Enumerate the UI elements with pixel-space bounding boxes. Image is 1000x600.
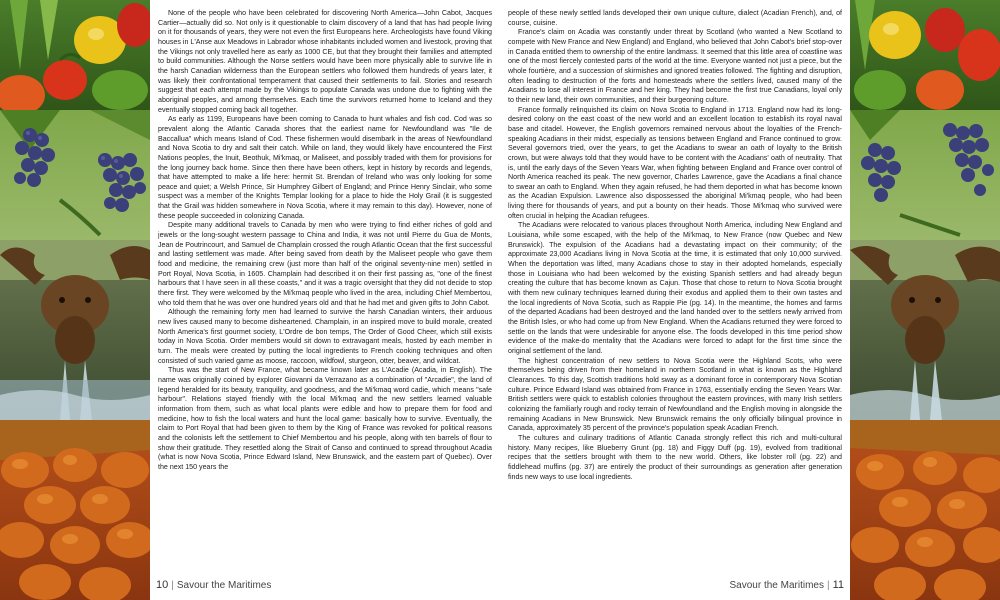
running-title: Savour the Maritimes <box>729 580 824 591</box>
paragraph: Thus was the start of New France, what became known later as L'Acadie (Acadia, in English). The name was originally coined by explorer Giovanni da Verrazano as a combination of "Arcadie", the land of legend heralded for its beauty, tranquility, and goodness, and the Mi'kmaq word cadie, which means "safe harbour". Relations stayed friendly with the local Mi'kmaq and the new settlers learned valuable information from them, such as what local plants were edible and how to prepare them for food and medicine, how to fish the local waters and hunt the local game: basically how to survive. Eventually, the claim to Port Royal that had been given to them by the King of France was revoked for political reasons and the colonists left the settlement to Chief Membertou and his people, along with ten barrels of flour to show their gratitude. They resettled along the Strait of Canso and continued to spread throughout Acadia (what is now Nova Scotia, Prince Edward Island, New Brunswick, and the eastern part of Quebec). Over the next 150 years the <box>158 366 492 471</box>
left-page-text <box>158 9 492 473</box>
paragraph: The Acadians were relocated to various places throughout North America, including New England and Louisiana, while some escaped, with the help of the Mi'kmaq, to New France (now Quebec and New Brunswick). The expulsion of the Acadians had a devastating impact on their community; of the approximate 23,000 Acadians living in Nova Scotia at the time, it is estimated that only 10,000 survived. When the deportation was lifted, many Acadians chose to stay in their adopted homelands, especially those in Louisiana who had been welcomed by the existing Spanish settlers and had already begun creating the culture that has become known as Cajun. Those that chose to return to Nova Scotia brought with them new culinary techniques learned during their exodus and applied them to their own tastes and the local ingredients of Nova Scotia, such as Rappie Pie (pg. 14). In the meantime, the homes and farms of the departed Acadians had been destroyed and the land handed over to the settlers newly arrived from the British Isles, or who had come up from New England. When the Acadians returned they were forced to settle on the lands that were undesirable for anyone else. The foods developed in this time period show evidence of the make-do mentality that the Acadians were forced to adapt for the first time since the original settlement of the land. <box>508 221 842 355</box>
vegetables-photo <box>0 0 150 115</box>
page-number: 11 <box>832 579 844 591</box>
paragraph: None of the people who have been celebrated for discovering North America—John Cabot, Jacques Cartier—actually did so. Not only is it questionable to claim discovery of a land that has had people living on it for thousands of years, they were not even the first Europeans here. Archeologists have found Viking houses in L'Anse aux Meadows in Labrador whose inhabitants included women and livestock, proving that the Vikings not only travelled here as early as 1000 CE, but that they brought their families and attempted to build communities. Although the Norse settlers would have been more physically able to survive life in the harsh Canadian wilderness than the European settlers who followed them hundreds of years later, it was likely their confrontational temperament that caused their settlements to fail. Stories and research suggest that each attempt made by the Vikings to populate Canada was undone due to fighting with the aboriginal peoples, and among themselves. Each time the survivors returned home to Iceland and they eventually stopped coming back all together. <box>158 9 492 114</box>
right-page-text <box>508 9 842 482</box>
continued-paragraph: people of these newly settled lands developed their own unique culture, dialect (Acadian French), and, of course, cuisine. <box>508 9 842 27</box>
paragraph: France formally relinquished its claim on Nova Scotia to England in 1713. England now had its long-desired colony on the east coast of the new world and an excellent location to establish its royal naval base and citadel. However, the English governors remained nervous about the loyalties of the French-speaking Acadians in their midst, especially as tensions between England and France continued to grow. Several governors tried, over the years, to get the Acadians to swear an oath of loyalty to the British crown, but were always told that they would have to be content with the Acadians' oath of neutrality. That is, until the early days of the Seven Years War, when fighting between England and France over control of North America reached its peak. The new governor, Charles Lawrence, gave the Acadians a final chance to swear an oath to England. When they again refused, he had them deported in what has become known as the Acadian Expulsion. Lawrence also dispossessed the aboriginal Mi'kmaq people, who had been living there for thousands of years, and put a bounty on their heads. Those Mi'kmaq who survived were often crucial in helping the Acadian refugees. <box>508 105 842 220</box>
paragraph: France's claim on Acadia was constantly under threat by Scotland (who wanted a New Scotland to compete with New France and New England) and England, who believed that John Cabot's brief stop-over in Canada entitled them to ownership of the entire landmass. It seemed that this little area of coastline was one of the most fiercely contested parts of the world at the time. Everyone wanted not just a piece, but the whole fourtière, and a succession of skirmishes and ignored treaties followed. The fighting and disruption, often leading to destruction of the forts and homesteads where the settlers lived, caused many of the Acadians to lose all interest in France and her king. They had become the first true Canadians, loyal only to their new land, their own communities, and their burgeoning culture. <box>508 28 842 104</box>
paragraph: The highest concentration of new settlers to Nova Scotia were the Highland Scots, who were themselves being driven from their homeland in northern Scotland in what is known as the Highland Clearances. To this day, Scottish traditions hold sway as a dominant force in contemporary Nova Scotian culture. Prince Edward Island was obtained from France in 1763, essentially ending the Seven Years War. British settlers were quick to establish colonies throughout the eastern provinces, with many Irish settlers colonizing the familiarly rough and rocky terrain of Newfoundland and the English moving in alongside the remaining Acadians in New Brunswick. New Brunswick remains the only officially bilingual province in Canada, approximately 35 percent of the province's population speak Acadian French. <box>508 356 842 433</box>
left-photo-collage <box>0 0 150 600</box>
grapes-photo <box>850 110 1000 240</box>
paragraph: The cultures and culinary traditions of Atlantic Canada strongly reflect this rich and multi-cultural history. Many recipes, like Blueberry Grunt (pg. 18) and Figgy Duff (pg. 19), evolved from traditional recipes that the settlers brought with them to the new world. Others, like lobster roll (pg. 22) and fiddlehead muffins (pg. 37) are entirely the product of their surroundings as generation after generation finds new ways to use local ingredients. <box>508 433 842 481</box>
running-title: Savour the Maritimes <box>176 580 272 591</box>
pumpkins-photo <box>850 420 1000 600</box>
page-number: 10 <box>156 579 169 591</box>
left-folio: 10 | Savour the Maritimes <box>156 579 272 591</box>
right-photo-collage <box>850 0 1000 600</box>
right-photo-strip <box>850 0 1000 600</box>
right-page <box>500 0 850 600</box>
grapes-photo <box>0 110 150 240</box>
pumpkins-photo <box>0 420 150 600</box>
paragraph: Despite many additional travels to Canada by men who were trying to find either riches of gold and jewels or the long-sought western passage to China and India, it was not until Pierre du Gua de Monts, Jean de Poutrincourt, and Samuel de Champlain crossed the rough Atlantic Ocean that the first successful and lasting settlement was made. After being saved from death by the Maliseet people who gave them food and medicine, the remaining crew (just more than half of the original seventy-nine men) settled in Port Royal, Nova Scotia, in 1605. Champlain had described it on their first passing as, "one of the finest harbours that I have seen in all these coasts," and it was a tragic oversight that they did not decide to stop there first. They were welcomed by the Mi'kmaq people who lived in the area, including Chief Membertou, who told them that he was over one hundred years old and that he had met and given gifts to John Cabot. <box>158 221 492 307</box>
right-folio: Savour the Maritimes | 11 <box>729 579 844 591</box>
left-page <box>150 0 501 600</box>
vegetables-photo <box>850 0 1000 110</box>
moose-fountain-photo <box>0 240 150 420</box>
paragraph: Although the remaining forty men had learned to survive the harsh Canadian winters, their arduous new lives caused many to become disheartened. Champlain, in an inspired move to build morale, created North America's first gourmet society, L'Ordre de bon temps, The Order of Good Cheer, which still exists today in Nova Scotia. Order members would sit down to extravagant meals, hosted by each member in turn. The meals were created by putting the local ingredients to French cooking techniques and often consisted of such varied game as moose, raccoon, wildfowl, sturgeon, otter, beaver, and wildcat. <box>158 308 492 365</box>
left-photo-strip <box>0 0 150 600</box>
paragraph: As early as 1199, Europeans have been coming to Canada to hunt whales and fish cod. Cod was so prevalent along the Atlantic Canada shores that the earliest name for Newfoundland was "Ile de Baccallua" which means Island of Cod. These fishermen would disembark in the areas of Newfoundland and Nova Scotia to dry and salt their catch. While on land, they would likely have encountered the First Nations peoples, the Inuit, Beothuk, Mi'kmaq, or Maliseet, and possibly traded with them for provisions for the long journey back home. Since then there have been others, kept in history by records and legends, that have attempted to make a life here: hermit St. Brendan of Ireland who was only looking for some peace and quiet; a Welsh Prince, Sir Humphrey Gilbert of England; and Prince Henry Sinclair, who some suspect was a member of the Knights Templar looking for a place to hide the Holy Grail (it is suggested that the Grail was hidden somewhere in Nova Scotia, where it may remain to this day). However, none of these people succeeded in colonizing Canada. <box>158 115 492 220</box>
moose-fountain-photo <box>850 240 1000 420</box>
